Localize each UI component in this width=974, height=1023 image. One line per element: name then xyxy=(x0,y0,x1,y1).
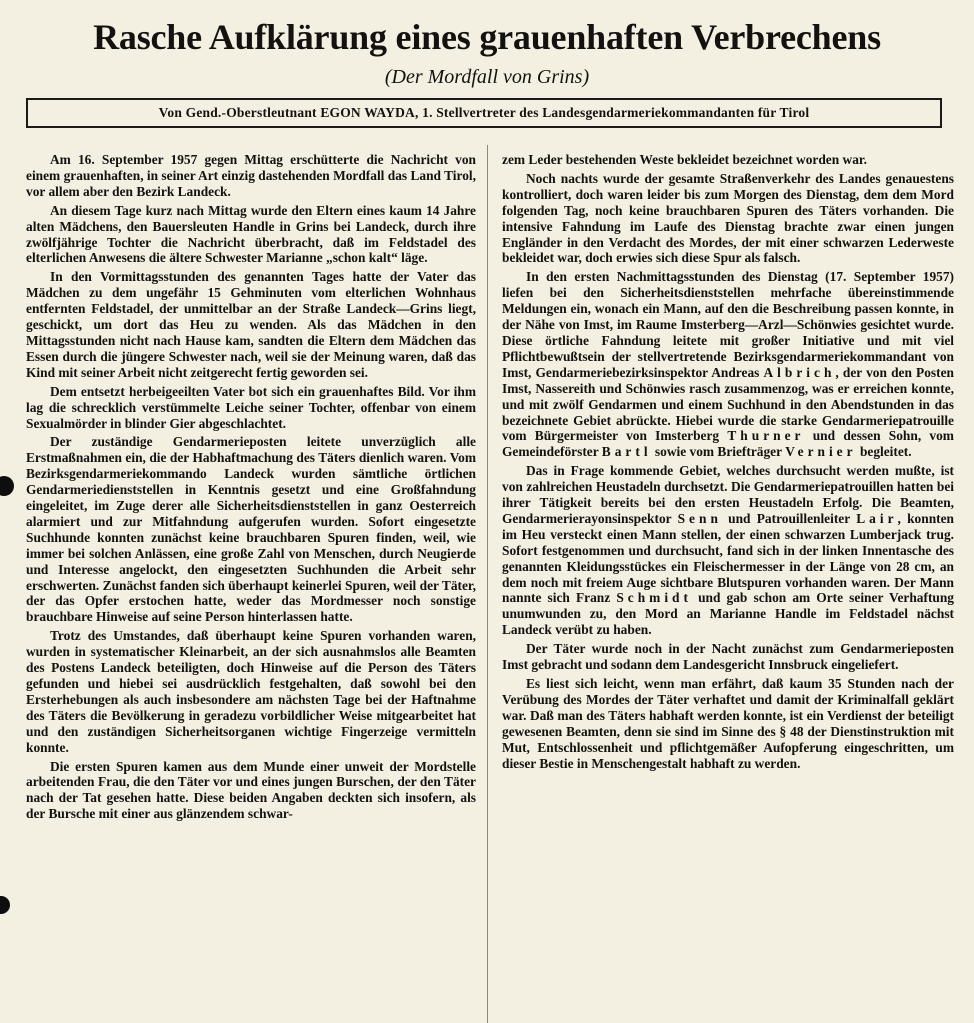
spaced-name: Schmidt xyxy=(616,590,692,606)
article-subtitle: (Der Mordfall von Grins) xyxy=(384,66,590,88)
paragraph: Am 16. September 1957 gegen Mittag erschütterte die Nachricht von einem grauenhaften, in seiner Art einzig dastehenden Mordfall das Land Tirol, vor allem aber den Bezirk Landeck. xyxy=(26,152,476,199)
spaced-name: Thurner xyxy=(727,428,805,444)
text-run: , konnten im Heu versteckt einen Mann stellen, der einen schwarzen Lumberjack trug. Sofort festgenommen und durchsucht, fand sich in der linken Innentasche des genannten Kleidungsstückes ein Fleischermesser in der Länge von 28 cm, an dem noch mit freiem Auge sichtbare Blutspuren vorhanden waren. Der Mann nannte sich Franz xyxy=(502,510,954,606)
text-run: und Patrouillenleiter xyxy=(728,510,850,526)
paragraph xyxy=(502,463,954,638)
paragraph xyxy=(502,269,954,460)
article-headline: Rasche Aufklärung eines grauenhaften Verbrechens xyxy=(93,17,881,57)
spaced-name: Vernier xyxy=(785,444,857,460)
text-run: begleitet. xyxy=(859,444,912,460)
spaced-name: Senn xyxy=(677,510,722,526)
left-column xyxy=(26,152,476,825)
paragraph: An diesem Tage kurz nach Mittag wurde den Eltern eines kaum 14 Jahre alten Mädchens, den Bauersleuten Handle in Grins bei Landeck, durch ihre zwölfjährige Tochter die Nachricht überbracht, daß im Feldstadel des elterlichen Anwesens die ältere Schwester Marianne „schon kalt“ läge. xyxy=(26,202,476,266)
spaced-name: Bartl xyxy=(601,444,652,460)
column-rule xyxy=(487,145,488,1023)
author-byline-box xyxy=(26,98,942,128)
binder-hole-icon xyxy=(0,476,14,496)
text-run: sowie vom Briefträger xyxy=(654,444,782,460)
spaced-name: Albrich xyxy=(763,364,836,380)
paragraph: Es liest sich leicht, wenn man erfährt, daß kaum 35 Stunden nach der Verübung des Mordes der Täter verhaftet und damit der Kriminalfall geklärt war. Daß man des Täters habhaft werden konnte, ist ein Verdienst der beteiligt gewesenen Beamten, denn sie sind im Sinne des § 48 der Dienstinstruktion mit Mut, Entschlossenheit und pflichtgemäßer Aufopferung eingeschritten, um dieser Bestie in Menschengestalt habhaft zu werden. xyxy=(502,676,954,771)
paragraph: Noch nachts wurde der gesamte Straßenverkehr des Landes genauestens kontrolliert, doch waren leider bis zum Morgen des Dienstag, dem dem Mord folgenden Tag, noch keine brauchbaren Spuren des Täters vorhanden. Die intensive Fahndung im Laufe des Dienstag brachte zwar einen jungen Engländer in den Verdacht des Mordes, der mit einer schwarzen Lederweste bekleidet war, doch erwies sich diese Spur als falsch. xyxy=(502,170,954,266)
paragraph-continuation: zem Leder bestehenden Weste bekleidet bezeichnet worden war. xyxy=(502,152,867,167)
paragraph: Der Täter wurde noch in der Nacht zunächst zum Gendarmerieposten Imst gebracht und sodann dem Landesgericht Innsbruck eingeliefert. xyxy=(502,641,954,673)
author-byline: Von Gend.-Oberstleutnant EGON WAYDA, 1. Stellvertreter des Landesgendarmeriekommandanten für Tirol xyxy=(158,105,810,120)
spaced-name: Lair xyxy=(856,510,898,526)
binder-hole-icon xyxy=(0,896,10,914)
text-run: und gab schon am Orte seiner Verhaftung unumwunden zu, den Mord an Marianne Handle im Feldstadel nächst Landeck verübt zu haben. xyxy=(502,590,954,638)
right-column xyxy=(502,152,954,774)
paragraph: Die ersten Spuren kamen aus dem Munde einer unweit der Mordstelle arbeitenden Frau, die den Täter vor und eines jungen Burschen, der den Täter nach der Tat gesehen hatte. Diese beiden Angaben deckten sich insofern, als der Bursche mit einer aus glänzendem schwar- xyxy=(26,758,476,822)
paragraph: In den Vormittagsstunden des genannten Tages hatte der Vater das Mädchen zu dem ungefähr 15 Gehminuten vom elterlichen Wohnhaus entfernten Feldstadel, der unmittelbar an der Straße Landeck—Grins liegt, geschickt, um dort das Heu zu wenden. Als das Mädchen in den Mittagsstunden nicht nach Hause kam, sandten die Eltern dem Mädchen das Essen durch die jüngere Schwester nach, weil sie der Meinung waren, daß das Kind mit seiner Arbeit nicht zeitgerecht fertig geworden sei. xyxy=(26,269,476,380)
text-run: Das in Frage kommende Gebiet, welches durchsucht werden mußte, ist von zahlreichen Heustadeln durchsetzt. Die Gendarmeriepatrouillen hatten bei ihrer Tätigkeit bereits bei den ersten Heustadeln Erfolg. Die Beamten, Gendarmerierayonsinspektor xyxy=(502,463,954,526)
text-run: und dessen Sohn, vom Gemeindeförster xyxy=(502,428,954,460)
text-run: In den ersten Nachmittagsstunden des Dienstag (17. September 1957) liefen bei den Sicherheitsdienststellen mehrfache übereinstimmende Meldungen ein, wonach ein Mann, auf den die Beschreibung passen konnte, in der Nähe von Imst, im Raume Imsterberg—Arzl—Schönwies gesichtet wurde. Diese örtliche Fahndung leitete mit großer Initiative und mit viel Pflichtbewußtsein der stellvertretende Bezirksgendarmeriekommandant von Imst, Gendarmeriebezirksinspektor Andreas xyxy=(502,269,954,380)
text-run: , der von den Posten Imst, Nassereith und Schönwies rasch zusammenzog, was er erreichen konnte, und mit zwölf Gendarmen und einem Suchhund in den Abendstunden in das bezeichnete Gebiet abrückte. Hiebei wurde die starke Gendarmeriepatrouille vom Bürgermeister von Imsterberg xyxy=(502,364,954,444)
paragraph: Trotz des Umstandes, daß überhaupt keine Spuren vorhanden waren, wurden in systematischer Kleinarbeit, an der sich ausnahmslos alle Beamten des Postens Landeck beteiligten, doch Hinweise auf die Person des Täters gefunden und hiebei sei ausdrücklich festgehalten, daß sowohl bei den Ersterhebungen als auch insbesondere am nächsten Tage bei der Haftnahme des Täters die Bevölkerung in geradezu vorbildlicher Weise mitgearbeitet hat und den zuständigen Sicherheitsorganen wichtige Fingerzeige vermitteln konnte. xyxy=(26,628,476,755)
paragraph: Dem entsetzt herbeigeeilten Vater bot sich ein grauenhaftes Bild. Vor ihm lag die schrecklich verstümmelte Leiche seiner Tochter, offenbar von einem Sexualmörder in blinder Gier abgeschlachtet. xyxy=(26,383,476,431)
paragraph: Der zuständige Gendarmerieposten leitete unverzüglich alle Erstmaßnahmen ein, die der Habhaftmachung des Täters dienlich waren. Vom Bezirksgendarmeriekommando Landeck wurden sämtliche örtlichen Gendarmeriedienststellen in Kenntnis gesetzt und eine Großfahndung eingeleitet, im Zuge derer alle Sicherheitsdienststellen in ganz Oesterreich alarmiert und zur Mitfahndung aufgerufen wurden. Sofort eingesetzte Suchhunde konnten zunächst keine brauchbaren Spuren finden, weil, wie immer bei solchen Anlässen, eine große Zahl von Menschen, durch Neugierde und Interesse angelockt, den eingesetzten Suchhunden die Arbeit sehr erschwerten. Zunächst fanden sich überhaupt keinerlei Spuren, weil der Täter, der das Opfer erstochen hatte, weder das Mordmesser noch sonstige brauchbare Hinweise auf seine Person hinterlassen hatte. xyxy=(26,434,476,625)
